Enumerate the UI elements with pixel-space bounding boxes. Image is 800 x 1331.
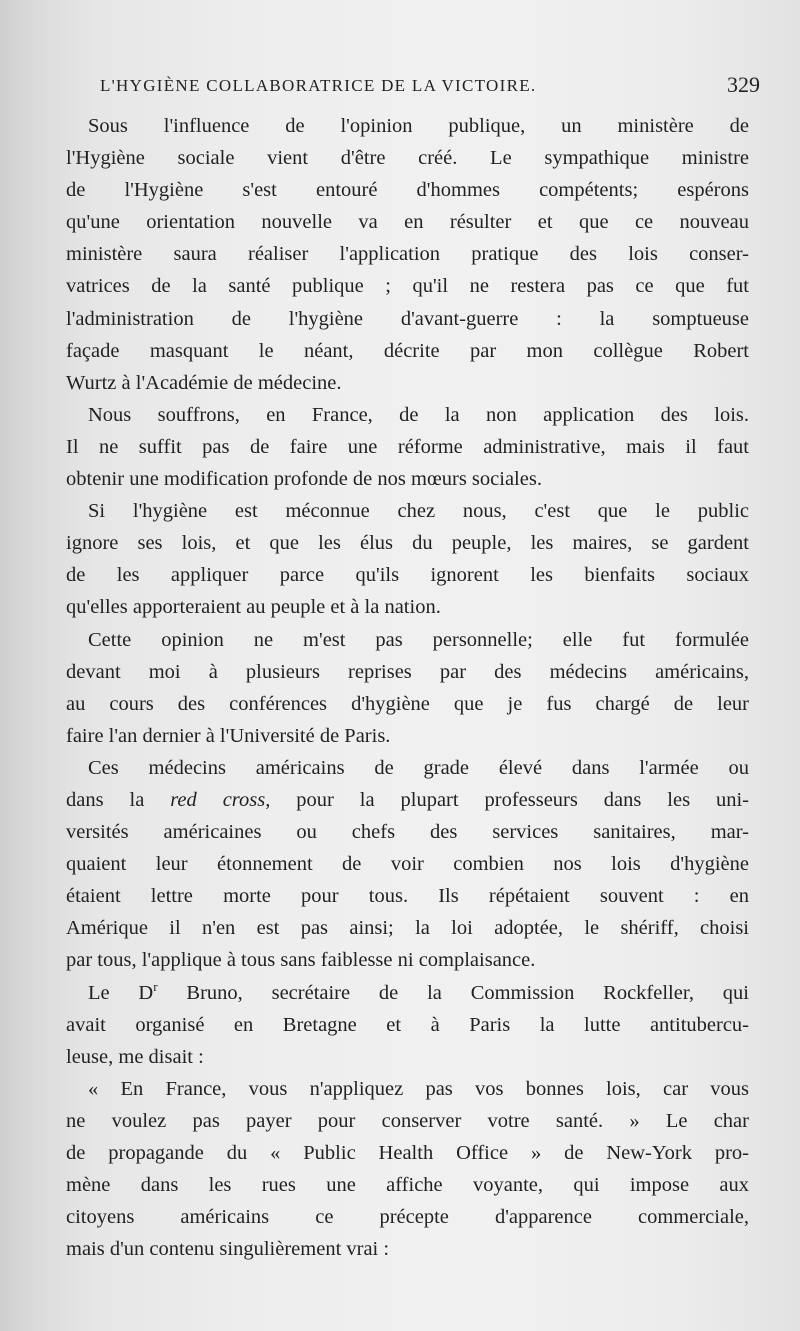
text-line: ministère saura réaliser l'application pratique des lois conser- — [66, 243, 749, 266]
running-head — [100, 72, 760, 102]
text-line: Si l'hygiène est méconnue chez nous, c'est que le public — [88, 500, 749, 523]
text-segment: Bruno, secrétaire de la Commission Rockfeller, qui — [157, 981, 749, 1004]
text-line: quaient leur étonnement de voir combien nos lois d'hygiène — [66, 853, 749, 876]
text-line: ignore ses lois, et que les élus du peuple, les maires, se gardent — [66, 532, 749, 555]
text-segment: Le D — [88, 981, 154, 1004]
paragraph-4 — [66, 624, 749, 752]
text-line: mais d'un contenu singulièrement vrai : — [66, 1238, 390, 1261]
text-line: au cours des conférences d'hygiène que je fus chargé de leur — [66, 692, 749, 715]
page-number: 329 — [727, 72, 760, 97]
text-line: mène dans les rues une affiche voyante, qui impose aux — [66, 1174, 749, 1197]
text-line-mixed — [66, 784, 749, 816]
text-line: avait organisé en Bretagne et à Paris la lutte antitubercu- — [66, 1013, 749, 1036]
paragraph-3 — [66, 495, 749, 623]
text-line: Amérique il n'en est pas ainsi; la loi adoptée, le shériff, choisi — [66, 917, 749, 940]
paragraph-2 — [66, 399, 749, 495]
text-line: devant moi à plusieurs reprises par des médecins américains, — [66, 660, 749, 683]
text-line: par tous, l'applique à tous sans faiblesse ni complaisance. — [66, 949, 536, 972]
text-line: Il ne suffit pas de faire une réforme administrative, mais il faut — [66, 435, 749, 458]
text-line: citoyens américains ce précepte d'apparence commerciale, — [66, 1206, 749, 1229]
text-line: l'Hygiène sociale vient d'être créé. Le sympathique ministre — [66, 147, 749, 170]
text-line: ne voulez pas payer pour conserver votre santé. » Le char — [66, 1109, 749, 1132]
text-line: Sous l'influence de l'opinion publique, un ministère de — [88, 115, 749, 137]
text-line: de l'Hygiène s'est entouré d'hommes compétents; espérons — [66, 179, 749, 202]
text-segment: dans la — [66, 788, 171, 811]
text-line: Nous souffrons, en France, de la non application des lois. — [88, 403, 749, 426]
text-segment: , pour la plupart professeurs dans les uni- — [265, 788, 749, 811]
text-line: de les appliquer parce qu'ils ignorent les bienfaits sociaux — [66, 564, 749, 587]
superscript-abbrev: r — [153, 978, 158, 994]
text-line: Cette opinion ne m'est pas personnelle; elle fut formulée — [88, 628, 749, 651]
text-line: l'administration de l'hygiène d'avant-guerre : la somptueuse — [66, 307, 749, 330]
running-title: L'HYGIÈNE COLLABORATRICE DE LA VICTOIRE. — [100, 76, 537, 95]
text-line: qu'une orientation nouvelle va en résulter et que ce nouveau — [66, 211, 749, 234]
text-line: vatrices de la santé publique ; qu'il ne restera pas ce que fut — [66, 275, 749, 298]
text-line: étaient lettre morte pour tous. Ils répétaient souvent : en — [66, 885, 749, 908]
paragraph-1 — [66, 110, 749, 399]
text-line: façade masquant le néant, décrite par mon collègue Robert — [66, 339, 749, 362]
text-line: faire l'an dernier à l'Université de Paris. — [66, 724, 391, 747]
text-line: « En France, vous n'appliquez pas vos bonnes lois, car vous — [88, 1077, 749, 1100]
text-line-mixed — [66, 977, 749, 1009]
italic-phrase: red cross — [170, 788, 266, 811]
body-text — [66, 110, 749, 1265]
text-line: qu'elles apporteraient au peuple et à la nation. — [66, 596, 441, 619]
text-line: de propagande du « Public Health Office » de New-York pro- — [66, 1142, 749, 1164]
text-line: leuse, me disait : — [66, 1045, 204, 1068]
text-line: Ces médecins américains de grade élevé dans l'armée ou — [88, 756, 749, 779]
paragraph-6 — [66, 977, 749, 1073]
text-line: Wurtz à l'Académie de médecine. — [66, 371, 342, 394]
text-line: versités américaines ou chefs des services sanitaires, mar- — [66, 821, 749, 844]
paragraph-7 — [66, 1073, 749, 1266]
text-line: obtenir une modification profonde de nos mœurs sociales. — [66, 468, 542, 491]
paragraph-5 — [66, 752, 749, 977]
